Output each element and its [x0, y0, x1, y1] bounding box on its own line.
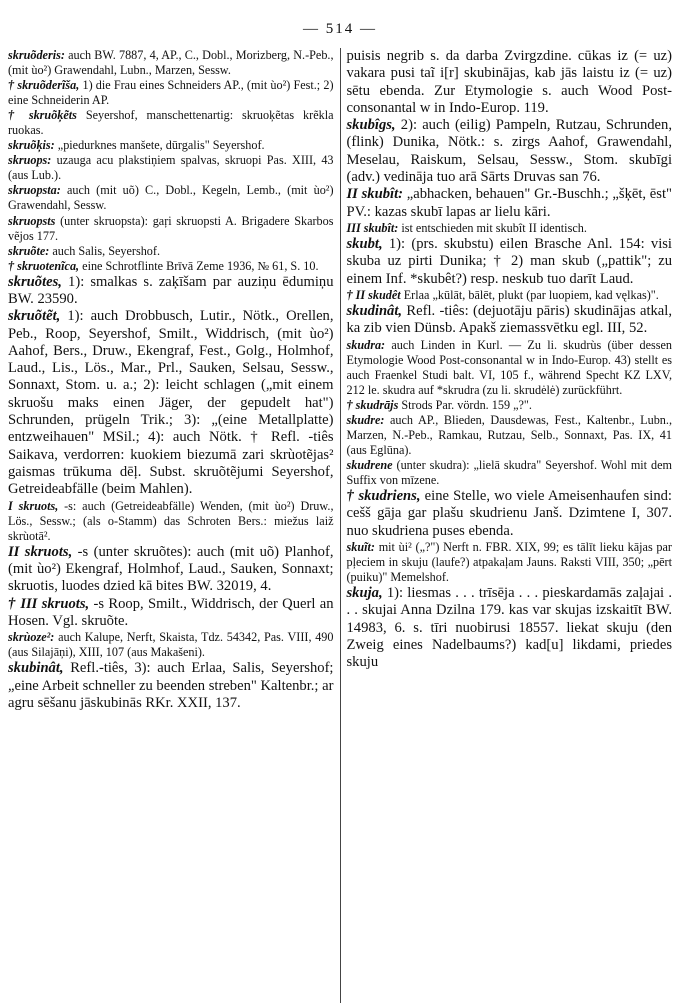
dictionary-entry	[347, 413, 673, 458]
entry-headword: skuĩt:	[346, 539, 375, 554]
dictionary-entry	[8, 630, 334, 660]
entry-text: auch (mit uõ) C., Dobl., Kegeln, Lemb., (mit ùo²) Grawendahl, Sessw.	[8, 183, 334, 213]
dictionary-entry	[347, 303, 673, 338]
entry-text: Strods Par. vördn. 159 „?".	[401, 397, 532, 412]
entry-text: Erlaa „kūlāt, bālēt, plukt (par luopiem, kad vęlkas)".	[403, 287, 659, 302]
entry-headword: skubinât,	[8, 660, 64, 677]
entry-headword: † II skudêt	[346, 287, 401, 302]
entry-text: Seyershof, manschettenartig: skruoķẽtas krẽkla ruokas.	[8, 108, 334, 138]
entry-headword: II skubît:	[346, 186, 403, 203]
entry-headword: † skruotenĩca,	[8, 258, 80, 273]
dictionary-entry	[347, 221, 673, 236]
entry-headword: skruopsts	[8, 213, 56, 228]
dictionary-entry	[8, 138, 334, 153]
entry-headword: skudrene	[346, 457, 393, 472]
entry-headword: skubîgs,	[346, 117, 396, 134]
dictionary-entry	[8, 274, 334, 309]
dictionary-entry	[8, 183, 334, 213]
entry-headword: skruõte:	[8, 243, 50, 258]
dictionary-entry	[347, 186, 673, 221]
entry-text: 2): auch (eilig) Pampeln, Rutzau, Schrunden, (flink) Dunika, Nötk.: s. zirgs Aahof, Grawendahl, Meselau, Raiskum, Selsau, Sessw., Stom. skubīgi (adv.) vedināja tuo arā Sārts Druvas san 76.	[346, 117, 672, 186]
left-column	[8, 48, 340, 1003]
entry-text: mit ùi² („?") Nerft n. FBR. XIX, 99; es tālīt lieku kājas par pļeciem in skuju (laufe?) atpakaļam Jauns. Raksti VIII, 350; „pērt (puiku)" Memelshof.	[346, 539, 672, 584]
entry-text: 1): (prs. skubstu) eilen Brasche Anl. 154: visi skuba uz pirti Dunika; † 2) man skub („pattik"; zu einem Inf. *skubêt?) resp. neskub tuo darīt Laud.	[346, 236, 672, 287]
entry-text: puisis negrib s. da darba Zvirgzdine. cūkas iz (= uz) vakara pusi taĩ i[r] skubinājas, kab jās laistu iz (= uz) sētu ebenda. Zur Etymologie s. auch Wood Post-consonantal w in Indo-Europ. 119.	[346, 48, 672, 116]
entry-headword: skruõķis:	[8, 138, 55, 153]
dictionary-entry	[8, 108, 334, 138]
dictionary-entry	[347, 398, 673, 413]
entry-text: eine Schrotflinte Brīvā Zeme 1936, № 61, S. 10.	[82, 258, 319, 273]
entry-headword: III skubît:	[346, 220, 399, 235]
dictionary-entry	[8, 259, 334, 274]
entry-text: (unter skruopsta): gaŗi skruopsti A. Brigadere Skarbos vẽjos 177.	[8, 213, 334, 243]
dictionary-entry	[8, 78, 334, 108]
entry-text: 1): smalkas s. zaķīšam par auziņu ēdumiņu BW. 23590.	[8, 273, 334, 307]
entry-headword: skubt,	[346, 236, 383, 253]
entry-text: 1) die Frau eines Schneiders AP., (mit ùo²) Fest.; 2) eine Schneiderin AP.	[8, 78, 334, 108]
dictionary-entry	[8, 660, 334, 712]
dictionary-entry	[347, 48, 673, 117]
entry-headword: † skruõderĩša,	[8, 78, 80, 93]
dictionary-entry	[8, 153, 334, 183]
entry-headword: I skruots,	[8, 498, 59, 513]
entry-text: eine Stelle, wo viele Ameisenhaufen sind: cešš gāja gar plašu skudrienu Janš. Dzimtene I, 307. nuo skudrienа puses ebenda.	[346, 488, 672, 539]
entry-text: -s Roop, Smilt., Widdrisch, der Querl an Hosen. Vgl. skruõte.	[8, 595, 334, 629]
entry-text: auch Linden in Kurl. — Zu li. skudrùs (über dessen Etymologie Wood Post-consonantal w in Indo-Europ. 43) stellt es auch Fraenkel Studi balt. VI, 105 f., während Specht KZ LXV, 212 le. skudra auf *skrudra (zu li. skrudėlė) zurückführt.	[346, 337, 672, 397]
entry-text: Refl. -tiês: (dejuotāju pāris) skudinājas atkal, ka zib vien Dünsb. Apakš ziemassvētku egl. III, 52.	[346, 302, 672, 337]
entry-headword: skudinât,	[346, 302, 403, 319]
dictionary-entry	[347, 458, 673, 488]
dictionary-entry	[347, 338, 673, 398]
entry-text: auch AP., Blieden, Dausdewas, Fest., Kaltenbr., Lubn., Marzen, N.-Peb., Ramkau, Rutzau, Selb., Sonnaxt, Pas. IX, 41 (aus Eglūna).	[346, 412, 672, 457]
entry-headword: skruops:	[8, 153, 52, 168]
dictionary-entry	[8, 48, 334, 78]
entry-text: auch Salis, Seyershof.	[52, 243, 160, 258]
dictionary-entry	[8, 499, 334, 544]
entry-text: -s: auch (Getreideabfälle) Wenden, (mit ùo²) Druw., Lös., Sessw.; (als o-Stamm) das Schroten Bers.: miežus laiž skrùotā².	[8, 498, 334, 543]
entry-headword: † skudriens,	[346, 488, 421, 505]
dictionary-entry	[347, 288, 673, 303]
dictionary-entry	[8, 214, 334, 244]
entry-headword: † skudrājs	[346, 397, 399, 412]
entry-text: Refl.-tiês, 3): auch Erlaa, Salis, Seyershof; „eine Arbeit schneller zu beenden streben" Kaltenbr.; ar agru sēšanu jāskubinās RKr. XXII, 137.	[8, 660, 334, 711]
entry-headword: II skruots,	[8, 543, 73, 560]
entry-text: „abhacken, behauen" Gr.-Buschh.; „šķēt, ēst" PV.: kazas skubī lapas ar lielu kāri.	[346, 186, 672, 220]
dictionary-entry	[8, 544, 334, 596]
entry-text: auch BW. 7887, 4, AP., C., Dobl., Morizberg, N.-Peb., (mit ùo²) Grawendahl, Lubn., Marzen, Sessw.	[8, 48, 334, 78]
entry-text: 1): liesmas . . . trīsēja . . . pieskardamās zaļajai . . . skujai Anna Dzilna 179. kas var skujas izskaitīt BW. 14983, 6. s. tīri nuobirusi 18557. liekat skuju (den Zweig eines Nadelbaums?) kad[u] likdami, priedes skuju	[346, 585, 672, 671]
entry-text: -s (unter skruõtes): auch (mit uõ) Planhof, (mit ùo²) Ekengraf, Holmhof, Laud., Sauken, Sonnaxt; skruotis, luodes dzied kā bites BW. 32019, 4.	[8, 543, 334, 595]
dictionary-entry	[347, 117, 673, 186]
two-column-body	[8, 48, 672, 1003]
page-number: — 514 —	[303, 21, 377, 37]
entry-text: auch Kalupe, Nerft, Skaista, Tdz. 54342, Pas. VIII, 490 (aus Silajāņi), XIII, 107 (aus Makašeni).	[8, 630, 334, 660]
right-column	[340, 48, 673, 1003]
entry-text: ist entschieden mit skubît II identisch.	[401, 220, 587, 235]
entry-headword: † skruõķẽts	[8, 108, 77, 123]
entry-headword: skrùoze²:	[8, 630, 55, 645]
entry-headword: † III skruots,	[8, 595, 90, 612]
dictionary-entry	[347, 540, 673, 585]
entry-headword: skruõtẽt,	[8, 308, 61, 325]
dictionary-entry	[8, 244, 334, 259]
dictionary-entry	[347, 488, 673, 540]
dictionary-entry	[347, 236, 673, 288]
dictionary-entry	[347, 585, 673, 671]
entry-headword: skudre:	[346, 412, 385, 427]
entry-headword: skruopsta:	[8, 183, 61, 198]
entry-headword: skudra:	[346, 337, 386, 352]
entry-text: 1): auch Drobbusch, Lutir., Nötk., Orellen, Peb., Roop, Seyershof, Smilt., Widdrisch, (mit ùo²) Aahof, Bers., Druw., Ekengraf, Fest., Golg., Holmhof, Laud., Lis., Lös., Mar., Prl., Sauken, Selsau, Sessw., Sonnaxt, Stom. u. a.; 2): leicht schlagen („mit einem skruošu maks einen Jäger, der gepudelt hat") Schrunden, prügeln Trik.; 3): „(eine Metallplatte) entzweihauen" MSil.; 4): auch Nötk. † Refl. -tiês Saikava, verdorren: kuokiem biezumā zari skrùotẽjas² gaismas trūkuma dēļ. Subst. skruõtẽjumi Seyershof, Getreideabfälle (beim Mahlen).	[8, 308, 334, 498]
entry-headword: skruõderis:	[8, 48, 65, 62]
entry-text: uzauga acu plakstiņiem spalvas, skruopi Pas. XIII, 43 (aus Lub.).	[8, 153, 334, 183]
entry-headword: skruõtes,	[8, 273, 62, 290]
entry-text: „piedurknes manšete, dūrgalis" Seyershof.	[57, 138, 265, 153]
entry-text: (unter skudra): „lielā skudra" Seyershof. Wohl mit dem Suffix von mīzene.	[346, 457, 672, 487]
dictionary-entry	[8, 596, 334, 631]
dictionary-entry	[8, 308, 334, 498]
entry-headword: skuja,	[346, 585, 383, 602]
